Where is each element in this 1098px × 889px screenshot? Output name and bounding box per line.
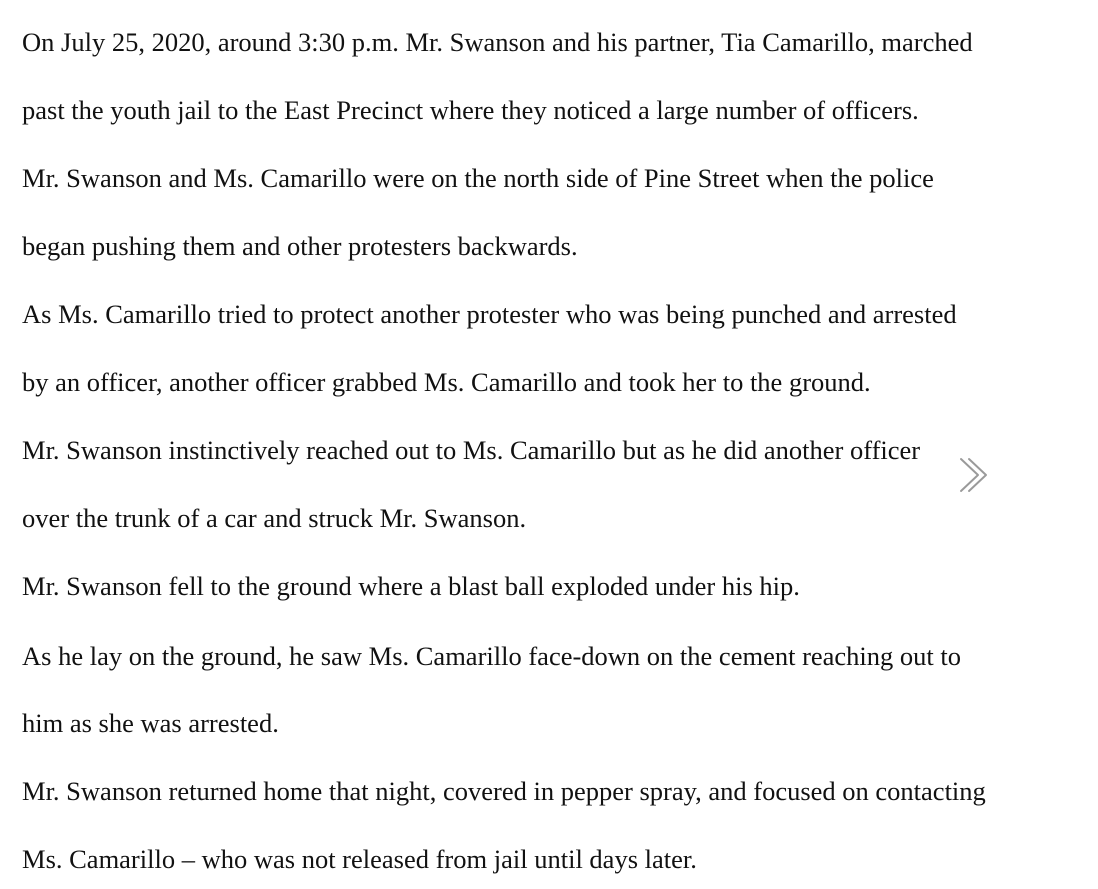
text-line-8: over the trunk of a car and struck Mr. Swanson. <box>22 503 527 533</box>
text-line-5: As Ms. Camarillo tried to protect another protester who was being punched and arrested <box>22 299 957 329</box>
chevron-right-icon-graphic <box>954 455 990 495</box>
text-line-11: him as she was arrested. <box>22 708 279 738</box>
text-line-7: Mr. Swanson instinctively reached out to Ms. Camarillo but as he did another officer <box>22 435 921 465</box>
text-line-12: Mr. Swanson returned home that night, covered in pepper spray, and focused on contacting <box>22 776 986 806</box>
text-line-10: As he lay on the ground, he saw Ms. Camarillo face-down on the cement reaching out to <box>22 641 962 671</box>
text-line-6: by an officer, another officer grabbed Ms. Camarillo and took her to the ground. <box>22 367 871 397</box>
text-line-2: past the youth jail to the East Precinct where they noticed a large number of officers. <box>22 95 919 125</box>
text-line-13: Ms. Camarillo – who was not released from jail until days later. <box>22 844 697 874</box>
chevron-right-icon[interactable] <box>954 455 990 495</box>
text-line-9: Mr. Swanson fell to the ground where a blast ball exploded under his hip. <box>22 571 800 601</box>
text-line-3: Mr. Swanson and Ms. Camarillo were on the north side of Pine Street when the police <box>22 163 934 193</box>
text-line-1: On July 25, 2020, around 3:30 p.m. Mr. Swanson and his partner, Tia Camarillo, marched <box>22 27 973 57</box>
text-line-4: began pushing them and other protesters backwards. <box>22 231 578 261</box>
